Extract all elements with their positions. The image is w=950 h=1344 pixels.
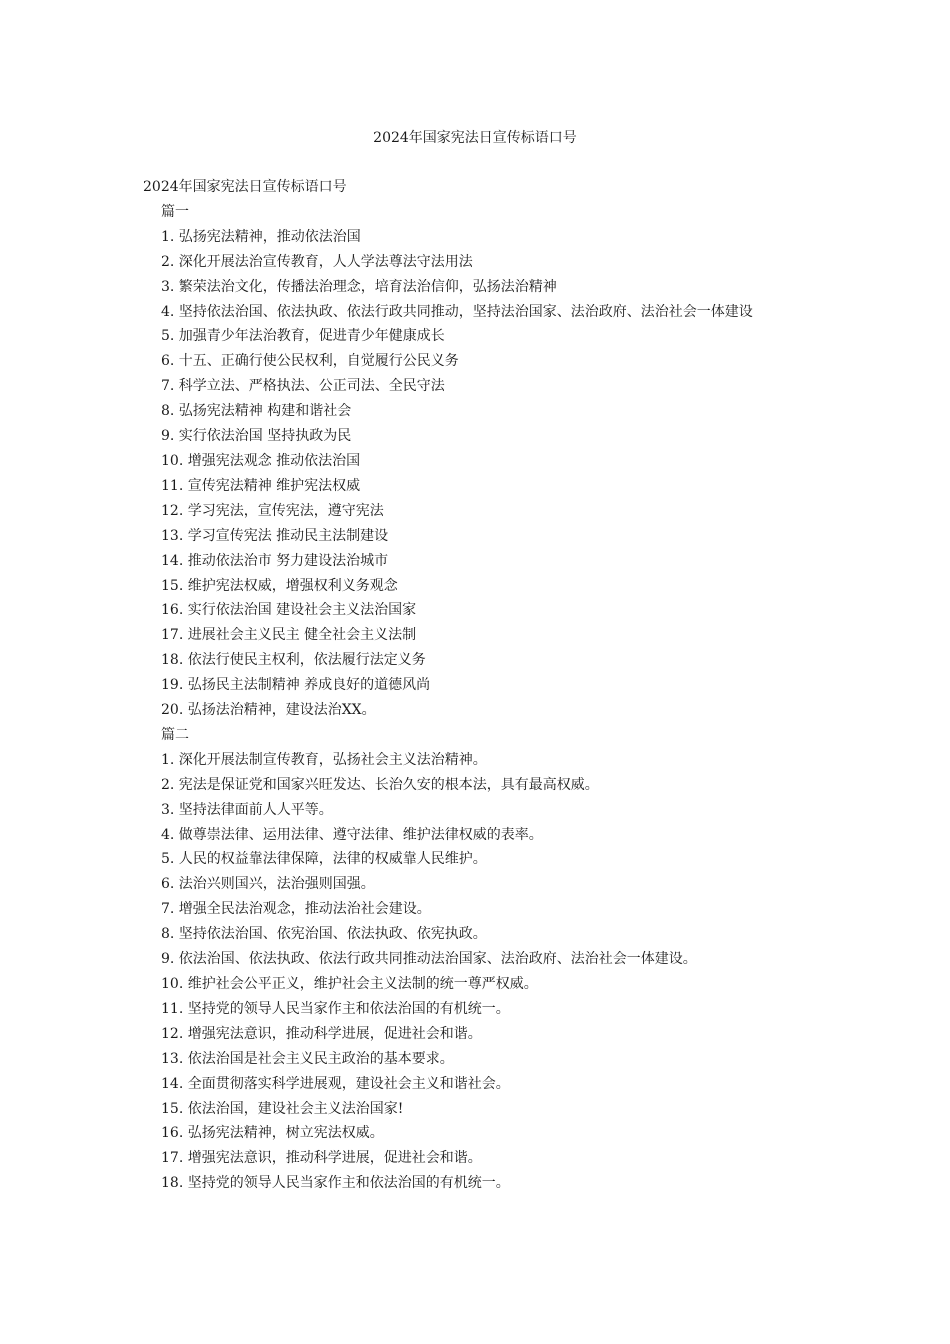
document-title: 2024年国家宪法日宣传标语口号 [373, 130, 577, 146]
list-item: 3. 坚持法律面前人人平等。 [161, 801, 333, 818]
list-item: 1. 弘扬宪法精神，推动依法治国 [161, 228, 361, 245]
list-item: 14. 全面贯彻落实科学进展观，建设社会主义和谐社会。 [161, 1075, 510, 1092]
list-item: 8. 弘扬宪法精神 构建和谐社会 [161, 403, 352, 420]
list-item: 4. 做尊崇法律、运用法律、遵守法律、维护法律权威的表率。 [161, 826, 543, 843]
list-item: 2. 深化开展法治宣传教育，人人学法尊法守法用法 [161, 253, 473, 270]
list-item: 17. 进展社会主义民主 健全社会主义法制 [161, 627, 417, 644]
list-item: 7. 增强全民法治观念，推动法治社会建设。 [161, 901, 431, 918]
list-item: 11. 宣传宪法精神 维护宪法权威 [161, 477, 361, 494]
list-item: 18. 依法行使民主权利，依法履行法定义务 [161, 652, 426, 669]
list-item: 8. 坚持依法治国、依宪治国、依法执政、依宪执政。 [161, 926, 487, 943]
list-item: 12. 学习宪法，宣传宪法，遵守宪法 [161, 502, 384, 519]
list-item: 5. 加强青少年法治教育，促进青少年健康成长 [161, 328, 445, 345]
list-item: 16. 弘扬宪法精神，树立宪法权威。 [161, 1125, 384, 1142]
list-item: 14. 推动依法治市 努力建设法治城市 [161, 552, 389, 569]
list-item: 6. 法治兴则国兴，法治强则国强。 [161, 876, 375, 893]
section-heading-1: 篇一 [161, 203, 189, 220]
list-item: 20. 弘扬法治精神，建设法治XX。 [161, 702, 376, 719]
list-item: 9. 实行依法治国 坚持执政为民 [161, 428, 352, 445]
list-item: 3. 繁荣法治文化，传播法治理念，培育法治信仰，弘扬法治精神 [161, 278, 557, 295]
document-subtitle: 2024年国家宪法日宣传标语口号 [143, 179, 347, 195]
list-item: 5. 人民的权益靠法律保障，法律的权威靠人民维护。 [161, 851, 487, 868]
list-item: 1. 深化开展法制宣传教育，弘扬社会主义法治精神。 [161, 751, 487, 768]
list-item: 13. 学习宣传宪法 推动民主法制建设 [161, 527, 389, 544]
list-item: 2. 宪法是保证党和国家兴旺发达、长治久安的根本法，具有最高权威。 [161, 776, 599, 793]
document-body [143, 175, 813, 1196]
list-item: 10. 维护社会公平正义，维护社会主义法制的统一尊严权威。 [161, 976, 538, 992]
list-item: 11. 坚持党的领导人民当家作主和依法治国的有机统一。 [161, 1000, 510, 1017]
list-item: 13. 依法治国是社会主义民主政治的基本要求。 [161, 1050, 454, 1067]
list-item: 16. 实行依法治国 建设社会主义法治国家 [161, 602, 417, 619]
list-item: 9. 依法治国、依法执政、依法行政共同推动法治国家、法治政府、法治社会一体建设。 [161, 951, 697, 968]
list-item: 15. 维护宪法权威，增强权利义务观念 [161, 577, 398, 594]
section-1-list [143, 225, 813, 723]
list-item: 7. 科学立法、严格执法、公正司法、全民守法 [161, 378, 445, 395]
list-item: 18. 坚持党的领导人民当家作主和依法治国的有机统一。 [161, 1175, 510, 1192]
list-item: 15. 依法治国，建设社会主义法治国家! [161, 1100, 404, 1117]
section-heading-2: 篇二 [161, 726, 189, 743]
list-item: 12. 增强宪法意识，推动科学进展，促进社会和谐。 [161, 1025, 482, 1042]
list-item: 6. 十五、正确行使公民权利，自觉履行公民义务 [161, 353, 459, 370]
section-2-list [143, 748, 813, 1196]
list-item: 10. 增强宪法观念 推动依法治国 [161, 452, 361, 469]
list-item: 4. 坚持依法治国、依法执政、依法行政共同推动，坚持法治国家、法治政府、法治社会一体建设 [161, 303, 753, 320]
list-item: 19. 弘扬民主法制精神 养成良好的道德风尚 [161, 677, 431, 694]
list-item: 17. 增强宪法意识，推动科学进展，促进社会和谐。 [161, 1150, 482, 1167]
